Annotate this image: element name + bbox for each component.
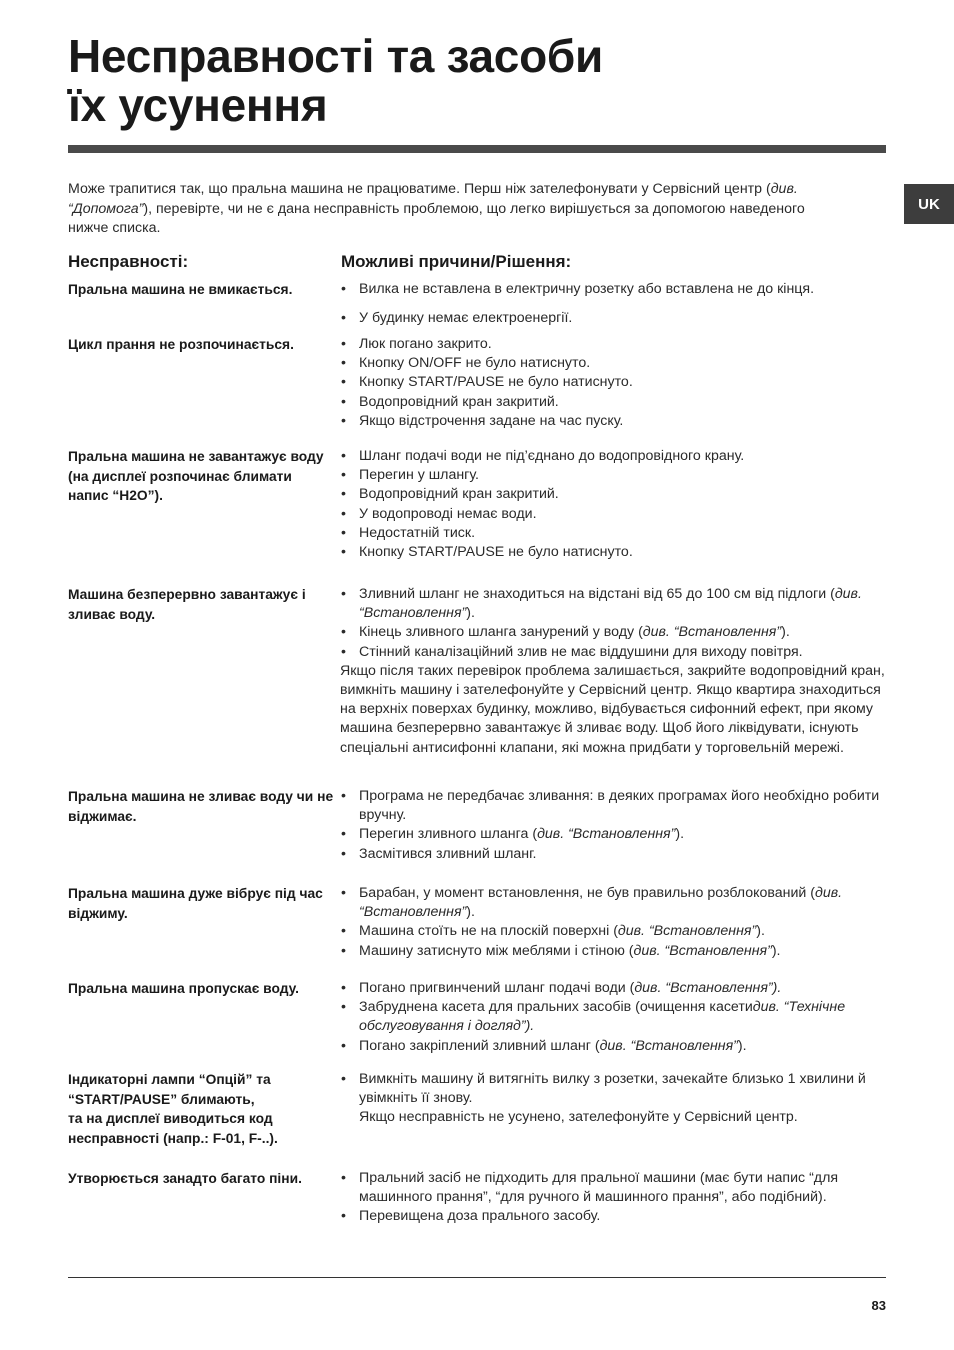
- installation-reference: див. “Встановлення”: [537, 826, 676, 843]
- fault-title: Пральна машина пропускає воду.: [68, 981, 299, 996]
- installation-reference: див. “Встановлення”: [633, 942, 772, 959]
- cause-item: • Кнопку ON/OFF не було натиснуто.: [340, 354, 886, 373]
- cause-item: • Машину затиснуто між меблями і стіною (див. “Встановлення”).: [340, 942, 886, 961]
- cause-item: • Зливний шланг не знаходиться на відстані від 65 до 100 см від підлоги (див. “Встановлення”).: [340, 585, 886, 623]
- fault-title: Цикл прання не розпочинається.: [68, 337, 294, 352]
- installation-reference: див. “Встановлення”: [599, 1037, 738, 1054]
- cause-item: • Водопровідний кран закритий.: [340, 485, 886, 504]
- cause-item: • Погано пригвинчений шланг подачі води (див. “Встановлення”).: [340, 979, 886, 998]
- causes-list: [340, 585, 886, 758]
- maintenance-reference: див. “Технічне обслуговування і догляд”).: [359, 999, 846, 1035]
- cause-item: • Забруднена касета для пральних засобів (очищення касетидив. “Технічне обслуговування і догляд”).: [340, 998, 886, 1036]
- page-title: [68, 32, 603, 130]
- installation-reference: див. “Встановлення”: [642, 624, 782, 641]
- cause-item: • Перегин у шлангу.: [340, 466, 886, 485]
- fault-title: Індикаторні лампи “Опцій” та “START/PAUSE” блимають, та на дисплеї виводиться код несправності (напр.: F-01, F-..).: [68, 1072, 278, 1146]
- causes-column-heading: Можливі причини/Рішення:: [341, 252, 572, 271]
- installation-reference: див. “Встановлення”).: [634, 980, 782, 996]
- fault-title: Пральна машина не завантажує воду (на дисплеї розпочинає блимати напис “H2O”).: [68, 449, 324, 503]
- intro-paragraph: [68, 180, 848, 239]
- fault-title: Пральна машина не вмикається.: [68, 282, 293, 297]
- causes-list: [340, 280, 886, 328]
- installation-reference: див. “Встановлення”: [359, 586, 862, 622]
- language-tab: UK: [904, 184, 954, 224]
- cause-item: • У будинку немає електроенергії.: [340, 309, 886, 328]
- title-line-1: Несправності та засоби: [68, 30, 603, 82]
- title-underline-bar: [68, 145, 886, 153]
- cause-item: • Кінець зливного шланга занурений у воду (див. “Встановлення”).: [340, 623, 886, 642]
- causes-list: [340, 447, 886, 562]
- cause-item: • Недостатній тиск.: [340, 524, 886, 543]
- cause-item: • Вилка не вставлена в електричну розетку або вставлена не до кінця.: [340, 280, 886, 299]
- cause-item: • Кнопку START/PAUSE не було натиснуто.: [340, 543, 886, 562]
- cause-item: • Водопровідний кран закритий.: [340, 393, 886, 412]
- cause-item: • Стінний каналізаційний злив не має віддушини для виходу повітря.: [340, 643, 886, 662]
- fault-title: Пральна машина не зливає воду чи не віджимає.: [68, 789, 334, 824]
- causes-list: [340, 1070, 886, 1128]
- cause-item: • Перегин зливного шланга (див. “Встановлення”).: [340, 825, 886, 844]
- cause-item: • У водопроводі немає води.: [340, 505, 886, 524]
- intro-text-2: ), перевірте, чи не є дана несправність проблемою, що легко вирішується за допомогою наведеного нижче списка.: [68, 200, 805, 236]
- title-line-2: їх усунення: [68, 79, 328, 131]
- intro-text-1: Може трапитися так, що пральна машина не працюватиме. Перш ніж зателефонувати у Сервісний центр (: [68, 181, 771, 197]
- cause-item: • Програма не передбачає зливання: в деяких програмах його необхідно робити вручну.: [340, 787, 886, 825]
- causes-list: [340, 979, 886, 1056]
- installation-reference: див. “Встановлення”: [359, 885, 843, 921]
- fault-title: Пральна машина дуже вібрує під час віджиму.: [68, 886, 323, 921]
- installation-reference: див. “Встановлення”: [617, 923, 757, 940]
- cause-item: • Погано закріплений зливний шланг (див. “Встановлення”).: [340, 1037, 886, 1056]
- cause-item: • Вимкніть машину й витягніть вилку з розетки, зачекайте близько 1 хвилини й увімкніть її знову.: [340, 1070, 886, 1108]
- cause-item: • Барабан, у момент встановлення, не був правильно розблокований (див. “Встановлення”).: [340, 884, 886, 922]
- cause-note: Якщо після таких перевірок проблема залишається, закрийте водопровідний кран, вимкніть машину і зателефонуйте у Сервісний центр. Якщо квартира знаходиться на верхніх поверхах будинку, можливо, відбувається сифонний ефект, при якому машина безперервно завантажує й зливає воду. Щоб його ліквідувати, існують спеціальні антисифонні клапани, які можна придбати у торговельній мережі.: [340, 662, 885, 756]
- faults-column-heading: Несправності:: [68, 252, 189, 271]
- cause-item: • Кнопку START/PAUSE не було натиснуто.: [340, 373, 886, 392]
- footer-rule: [68, 1277, 886, 1278]
- cause-item: • Шланг подачі води не під’єднано до водопровідного крану.: [340, 447, 886, 466]
- intro-reference: див. “Допомога”: [68, 181, 798, 217]
- causes-list: [340, 335, 886, 431]
- cause-item: • Машина стоїть не на плоскій поверхні (див. “Встановлення”).: [340, 922, 886, 941]
- causes-list: [340, 787, 886, 864]
- causes-list: [340, 1169, 886, 1227]
- cause-item: • Якщо відстрочення задане на час пуску.: [340, 412, 886, 431]
- causes-list: [340, 884, 886, 961]
- cause-note: Якщо несправність не усунено, зателефонуйте у Сервісний центр.: [359, 1109, 798, 1126]
- cause-item: • Перевищена доза прального засобу.: [340, 1207, 886, 1226]
- page-number: 83: [871, 1298, 886, 1313]
- cause-item: • Люк погано закрито.: [340, 335, 886, 354]
- cause-item: • Пральний засіб не підходить для пральної машини (має бути напис “для машинного прання”, “для ручного й машинного прання”, або подібний).: [340, 1169, 886, 1207]
- fault-title: Утворюється занадто багато піни.: [68, 1171, 302, 1186]
- cause-item: • Засмітився зливний шланг.: [340, 845, 886, 864]
- fault-title: Машина безперервно завантажує і зливає воду.: [68, 587, 306, 622]
